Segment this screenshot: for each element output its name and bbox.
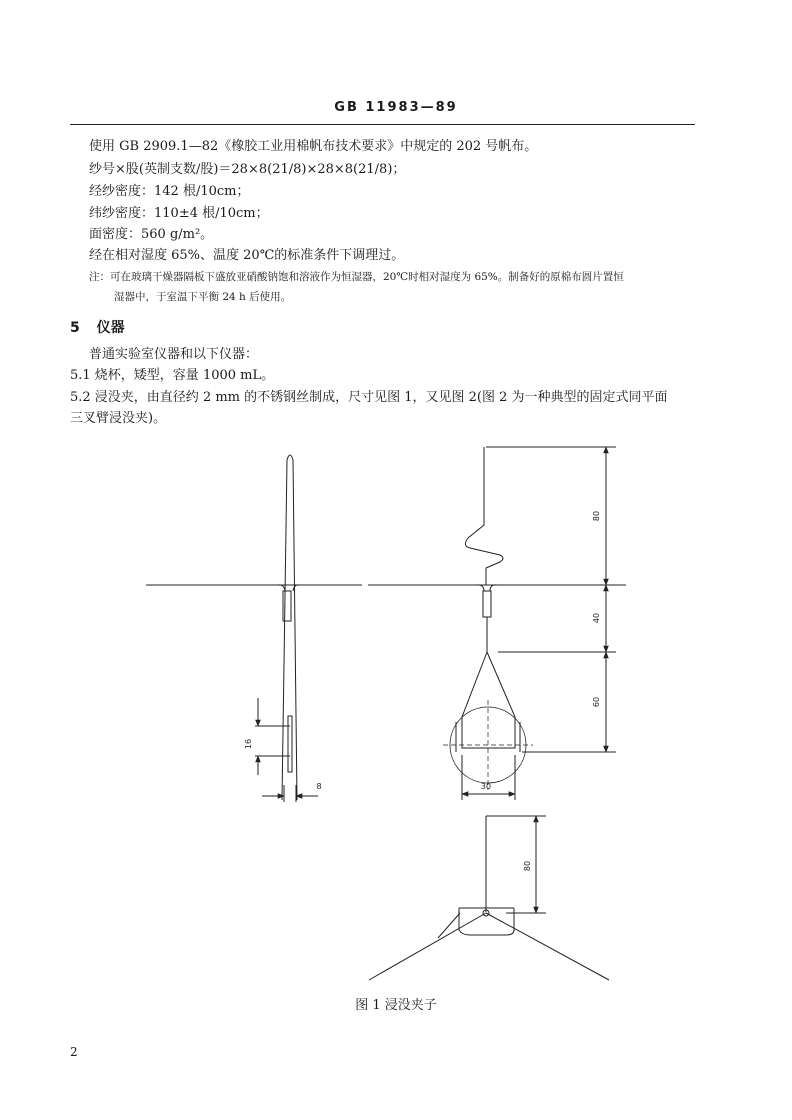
materials-line-2: 纱号×股(英制支数/股)＝28×8(21/8)×28×8(21/8)； [89, 162, 406, 177]
section-5-title: 仪器 [96, 320, 125, 336]
item-5-2-line-2: 三叉臂浸没夹)。 [70, 411, 167, 426]
sleeve-front [483, 591, 491, 617]
materials-line-5: 面密度：560 g/m²。 [89, 227, 214, 242]
section-5-number: 5 [70, 320, 80, 336]
dim-label-8: 8 [316, 782, 322, 791]
dim-label-80-top: 80 [592, 510, 601, 522]
dim-label-80-bottom: 80 [523, 860, 532, 872]
dim-label-40: 40 [592, 612, 601, 624]
clamp-arm-left-plan [369, 913, 486, 980]
note-line-2: 湿器中，于室温下平衡 24 h 后使用。 [114, 291, 292, 303]
materials-line-3: 经纱密度：142 根/10cm； [89, 184, 250, 199]
dim-label-16: 16 [244, 738, 253, 750]
clamp-front-view [368, 447, 626, 800]
dim-label-60: 60 [592, 696, 601, 708]
clamp-frame-plan [459, 908, 514, 935]
materials-line-4: 纬纱密度：110±4 根/10cm； [89, 206, 269, 221]
clamp-triangle-arms [462, 652, 515, 748]
rod-bend-side [278, 585, 300, 591]
clamp-plan-view [369, 816, 609, 980]
clamp-rod-front [465, 447, 503, 585]
header-rule [70, 124, 695, 125]
figure-1-drawing [0, 430, 792, 990]
page-header: GB 11983—89 [334, 100, 458, 115]
rod-bend-front [476, 585, 497, 591]
page-number: 2 [70, 1045, 78, 1059]
materials-line-6: 经在相对湿度 65%、温度 20℃的标准条件下调理过。 [89, 248, 405, 263]
item-5-2-line-1: 5.2 浸没夹，由直径约 2 mm 的不锈钢丝制成，尺寸见图 1，又见图 2(图 2 为一种典型的固定式同平面 [70, 390, 668, 405]
clamp-side-view [146, 455, 362, 802]
item-5-1: 5.1 烧杯，矮型，容量 1000 mL。 [70, 368, 275, 383]
dim-label-30: 30 [480, 782, 492, 791]
clamp-arm-right-plan [486, 913, 609, 980]
clamp-rod-side [282, 455, 297, 800]
prong-side [288, 716, 292, 772]
note-line-1: 注：可在玻璃干燥器隔板下盛放亚硝酸钠饱和溶液作为恒湿器，20℃时相对湿度为 65%。制备好的原棉布圆片置恒 [89, 271, 624, 283]
materials-line-1: 使用 GB 2909.1—82《橡胶工业用棉帆布技术要求》中规定的 202 号帆布。 [89, 139, 538, 154]
section-5-intro: 普通实验室仪器和以下仪器： [89, 347, 259, 362]
figure-caption: 图 1 浸没夹子 [355, 998, 437, 1013]
section-5-heading [70, 317, 125, 337]
